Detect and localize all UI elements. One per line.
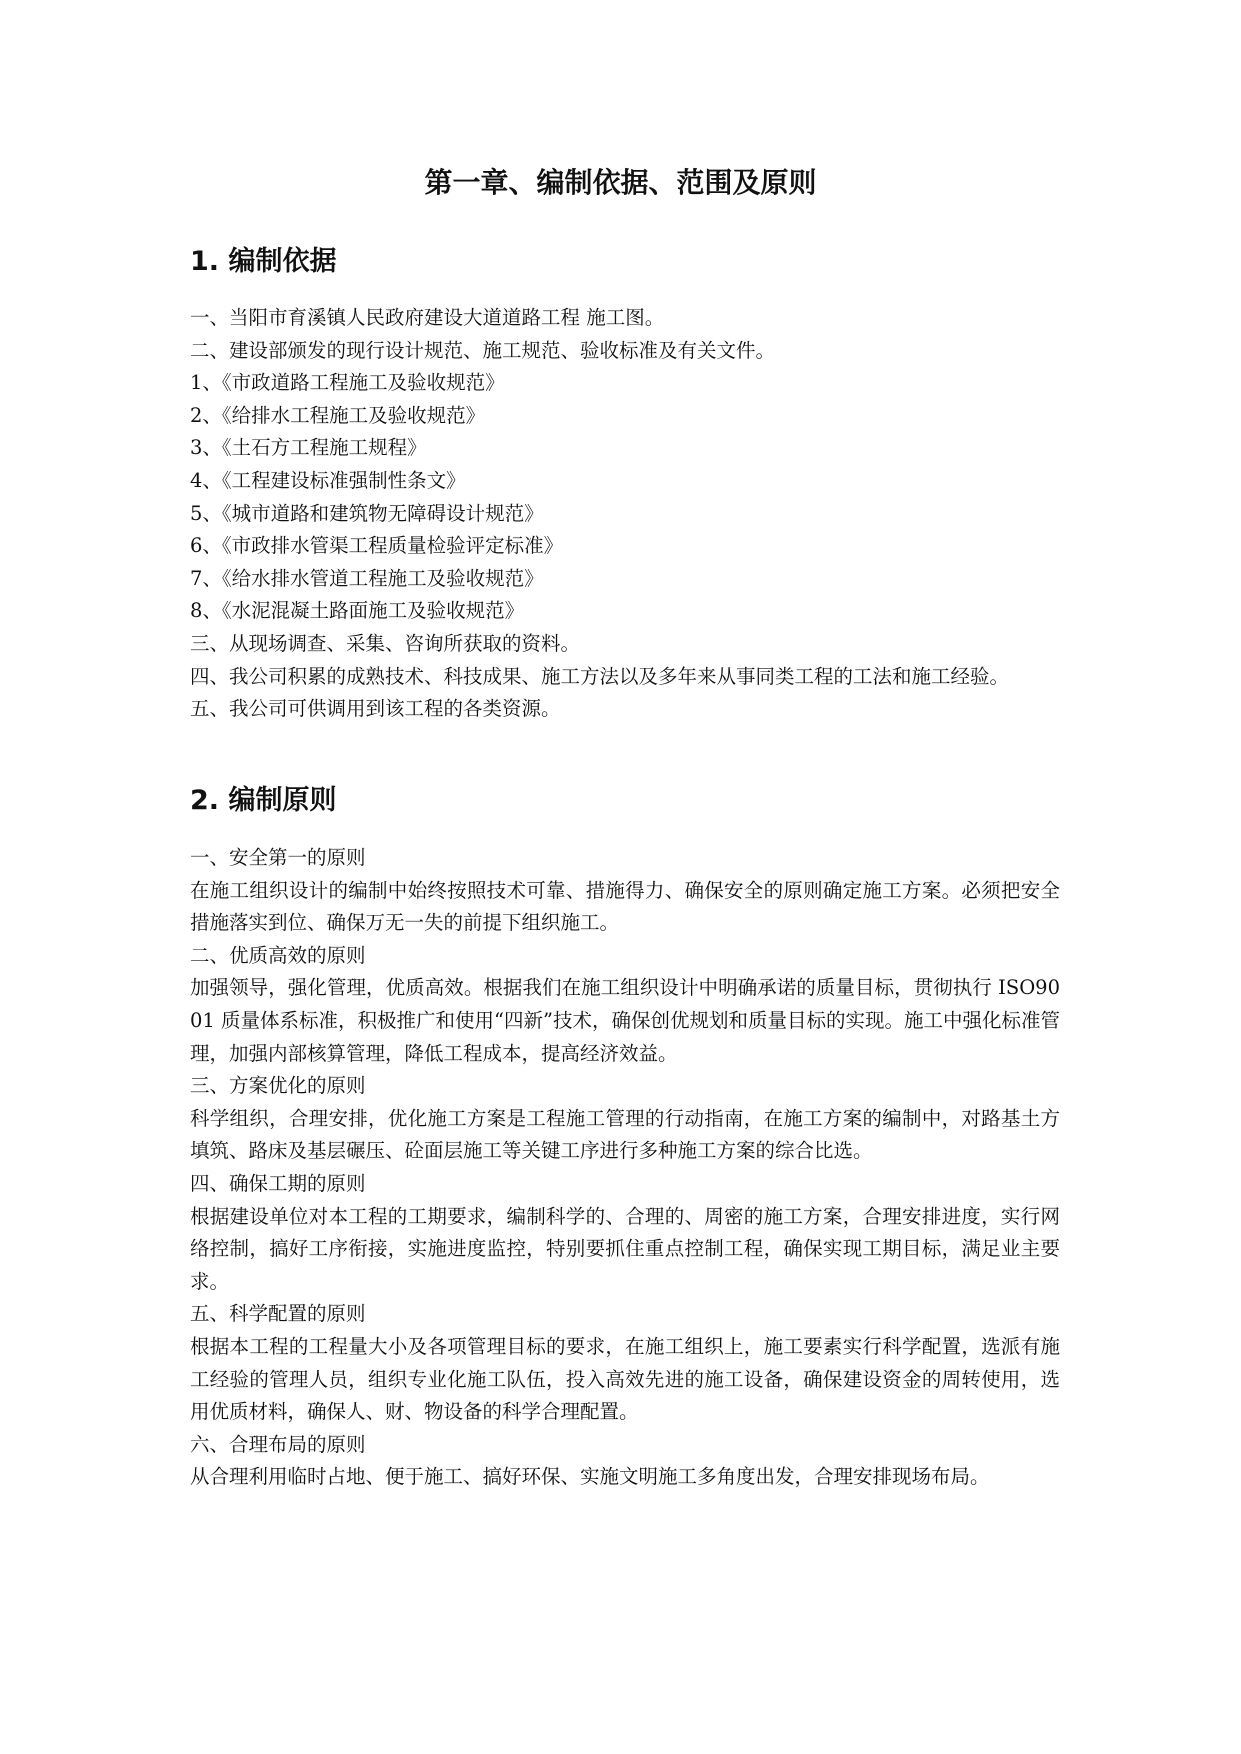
standard-item: 3、《土石方工程施工规程》 <box>190 436 427 460</box>
basis-item: 三、从现场调查、采集、咨询所获取的资料。 <box>190 631 581 655</box>
section-heading-principles: 2. 编制原则 <box>190 785 337 816</box>
standard-item: 8、《水泥混凝土路面施工及验收规范》 <box>190 599 525 623</box>
principle-title: 四、确保工期的原则 <box>190 1171 366 1195</box>
section-heading-basis: 1. 编制依据 <box>190 246 337 277</box>
principle-text: 在施工组织设计的编制中始终按照技术可靠、措施得力、确保安全的原则确定施工方案。必须把安全措施落实到位、确保万无一失的前提下组织施工。 <box>190 878 1060 935</box>
basis-item: 二、建设部颁发的现行设计规范、施工规范、验收标准及有关文件。 <box>190 338 776 362</box>
principle-text: 根据本工程的工程量大小及各项管理目标的要求，在施工组织上，施工要素实行科学配置，选派有施工经验的管理人员，组织专业化施工队伍，投入高效先进的施工设备，确保建设资金的周转使用，选用优质材料，确保人、财、物设备的科学合理配置。 <box>190 1334 1060 1424</box>
principle-text: 根据建设单位对本工程的工期要求，编制科学的、合理的、周密的施工方案，合理安排进度，实行网络控制，搞好工序衔接，实施进度监控，特别要抓住重点控制工程，确保实现工期目标，满足业主要求。 <box>190 1204 1060 1293</box>
standard-item: 4、《工程建设标准强制性条文》 <box>190 468 466 492</box>
principle-title: 六、合理布局的原则 <box>190 1432 366 1456</box>
principle-text: 从合理利用临时占地、便于施工、搞好环保、实施文明施工多角度出发，合理安排现场布局。 <box>190 1465 990 1489</box>
principle-title: 三、方案优化的原则 <box>190 1074 366 1098</box>
principle-text: 加强领导，强化管理，优质高效。根据我们在施工组织设计中明确承诺的质量目标，贯彻执行 ISO9001 质量体系标准，积极推广和使用“四新”技术，确保创优规划和质量目标的实现。施工中强化标准管理，加强内部核算管理，降低工程成本，提高经济效益。 <box>190 976 1060 1065</box>
principle-text: 科学组织，合理安排，优化施工方案是工程施工管理的行动指南，在施工方案的编制中，对路基土方填筑、路床及基层碾压、砼面层施工等关键工序进行多种施工方案的综合比选。 <box>190 1106 1060 1163</box>
principle-title: 一、安全第一的原则 <box>190 846 366 869</box>
standard-item: 5、《城市道路和建筑物无障碍设计规范》 <box>190 501 544 525</box>
standard-item: 1、《市政道路工程施工及验收规范》 <box>190 371 505 395</box>
principle-title: 二、优质高效的原则 <box>190 943 366 967</box>
standard-item: 7、《给水排水管道工程施工及验收规范》 <box>190 566 544 590</box>
chapter-title: 第一章、编制依据、范围及原则 <box>424 166 817 199</box>
basis-item: 四、我公司积累的成熟技术、科技成果、施工方法以及多年来从事同类工程的工法和施工经验。 <box>190 664 1010 688</box>
standard-item: 2、《给排水工程施工及验收规范》 <box>190 403 486 427</box>
standard-item: 6、《市政排水管渠工程质量检验评定标准》 <box>190 534 564 558</box>
basis-item: 五、我公司可供调用到该工程的各类资源。 <box>190 697 561 721</box>
principle-title: 五、科学配置的原则 <box>190 1302 366 1326</box>
basis-list <box>190 302 1060 726</box>
basis-item: 一、当阳市育溪镇人民政府建设大道道路工程 施工图。 <box>190 306 665 329</box>
principles-list <box>190 842 1060 1494</box>
